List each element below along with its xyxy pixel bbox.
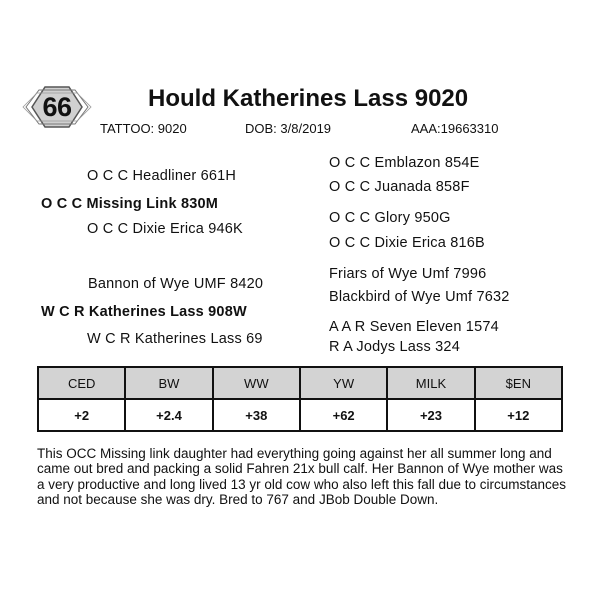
pedigree-sire-dam: O C C Dixie Erica 946K bbox=[87, 221, 243, 237]
epd-value-bw: +2.4 bbox=[125, 399, 212, 431]
pedigree-ddd: R A Jodys Lass 324 bbox=[329, 339, 460, 355]
lot-comments: This OCC Missing link daughter had everything going against her all summer long and came out bred and packing a solid Fahren 21x bull calf. Her Bannon of Wye mother was a very productive and long lived 13 yr old cow who also left this fall due to circumstances and not because she was dry. Bred to 767 and JBob Double Down. bbox=[37, 446, 567, 508]
epd-header-ced: CED bbox=[38, 367, 125, 399]
pedigree-dam-sire: Bannon of Wye UMF 8420 bbox=[88, 276, 264, 292]
dob-label: DOB: bbox=[245, 121, 277, 136]
tattoo-value: 9020 bbox=[157, 121, 187, 136]
pedigree-sss: O C C Emblazon 854E bbox=[329, 155, 480, 171]
epd-value-milk: +23 bbox=[387, 399, 474, 431]
epd-header-milk: MILK bbox=[387, 367, 474, 399]
epd-value-ced: +2 bbox=[38, 399, 125, 431]
animal-name: Hould Katherines Lass 9020 bbox=[148, 85, 469, 112]
epd-value-row bbox=[38, 399, 562, 431]
epd-table bbox=[37, 366, 563, 432]
pedigree-dam-dam: W C R Katherines Lass 69 bbox=[87, 331, 263, 347]
lot-badge bbox=[22, 84, 92, 130]
epd-header-row bbox=[38, 367, 562, 399]
epd-value-ww: +38 bbox=[213, 399, 300, 431]
epd-value-en: +12 bbox=[475, 399, 562, 431]
tattoo-label: TATTOO: bbox=[100, 121, 155, 136]
registration-label: AAA: bbox=[411, 121, 441, 136]
pedigree-ssd: O C C Juanada 858F bbox=[329, 179, 470, 195]
tattoo-info bbox=[100, 121, 187, 136]
pedigree-dds: A A R Seven Eleven 1574 bbox=[329, 319, 499, 335]
pedigree-sds: O C C Glory 950G bbox=[329, 210, 451, 226]
pedigree-sire: O C C Missing Link 830M bbox=[41, 196, 219, 212]
pedigree-dam: W C R Katherines Lass 908W bbox=[41, 304, 247, 320]
epd-header-en: $EN bbox=[475, 367, 562, 399]
dob-info bbox=[245, 121, 331, 136]
lot-number: 66 bbox=[42, 91, 72, 122]
pedigree-dss: Friars of Wye Umf 7996 bbox=[329, 266, 487, 282]
epd-header-yw: YW bbox=[300, 367, 387, 399]
registration-info bbox=[411, 121, 498, 136]
dob-value: 3/8/2019 bbox=[280, 121, 332, 136]
registration-value: 19663310 bbox=[440, 121, 499, 136]
pedigree-sire-sire: O C C Headliner 661H bbox=[87, 168, 237, 184]
epd-value-yw: +62 bbox=[300, 399, 387, 431]
epd-header-ww: WW bbox=[213, 367, 300, 399]
epd-header-bw: BW bbox=[125, 367, 212, 399]
pedigree-sdd: O C C Dixie Erica 816B bbox=[329, 235, 485, 251]
pedigree-dsd: Blackbird of Wye Umf 7632 bbox=[329, 289, 510, 305]
